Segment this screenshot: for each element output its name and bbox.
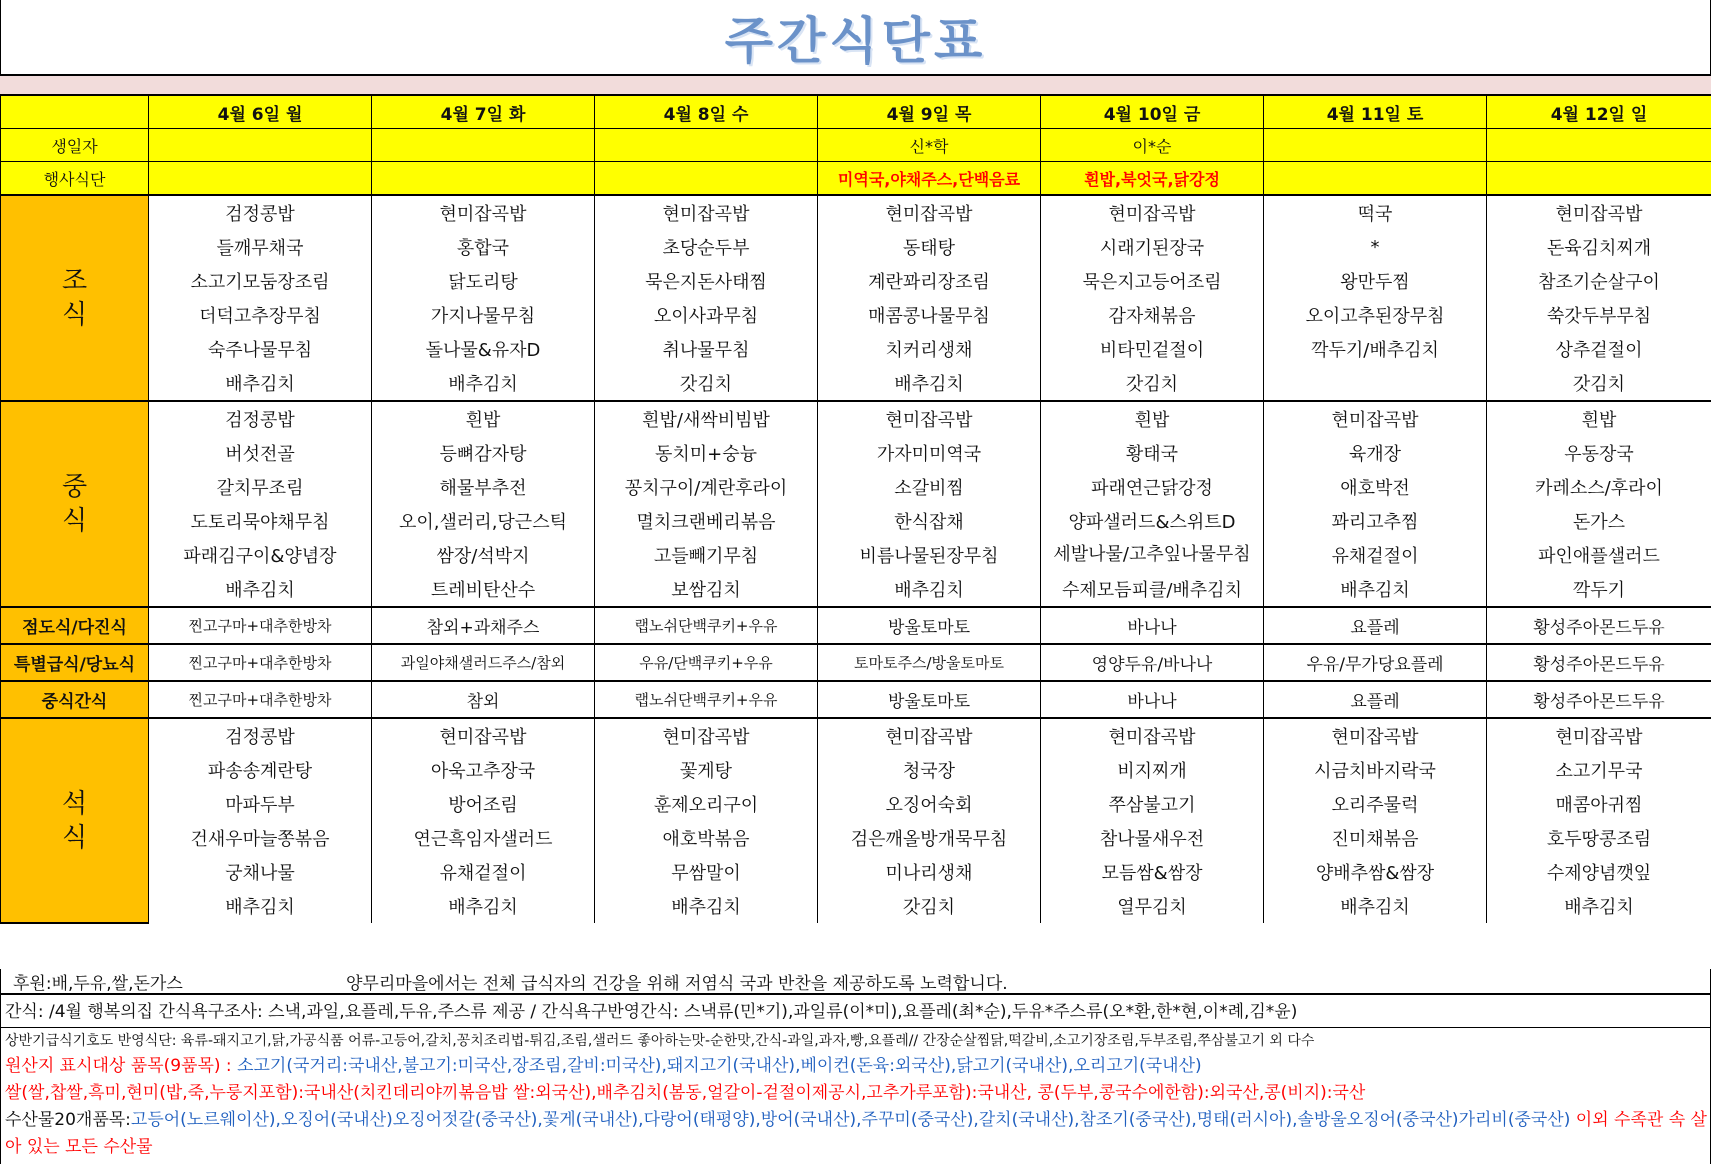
preference-text: 상반기급식기호도 반영식단: 육류-돼지고기,닭,가공식품 어류-고등어,갈치,꽁치조리법-튀김,조림,샐러드 좋아하는맛-순한맛,간식-과일,과자,빵,요플레// 간장순살찜닭,떡갈비,소고기장조림,두부조림,쭈삼불고기 외 다수 <box>0 1027 1711 1053</box>
menu-item: 배추김치 <box>149 366 372 401</box>
breakfast-row <box>1 195 1711 230</box>
menu-item: 비지찌개 <box>1041 753 1264 787</box>
menu-item: 왕만두찜 <box>1264 264 1487 298</box>
date-header-7: 4월 12일 일 <box>1487 95 1711 129</box>
birthday-row-cell <box>1487 129 1711 162</box>
snack-survey-text: 간식: /4월 행복의집 간식욕구조사: 스낵,과일,요플레,두유,주스류 제공 / 간식욕구반영간식: 스낵류(민*기),과일류(이*미),요플레(최*순),두유*주스류(오*환,한*현,이*례,김*윤) <box>0 993 1711 1027</box>
menu-item: 오이,샐러리,당근스틱 <box>372 504 595 538</box>
breakfast-row <box>1 332 1711 366</box>
menu-item: 호두땅콩조림 <box>1487 821 1711 855</box>
snack-item: 참외+과채주스 <box>372 607 595 644</box>
dinner-row <box>1 753 1711 787</box>
date-header-1: 4월 6일 월 <box>149 95 372 129</box>
menu-item: 시래기된장국 <box>1041 230 1264 264</box>
menu-item: 배추김치 <box>595 889 818 923</box>
snack-item: 참외 <box>372 681 595 718</box>
breakfast-row <box>1 298 1711 332</box>
lunch-row <box>1 470 1711 504</box>
snack-item: 찐고구마+대추한방차 <box>149 644 372 681</box>
menu-item: 깍두기 <box>1487 572 1711 607</box>
menu-item: 참조기순살구이 <box>1487 264 1711 298</box>
event-meal-row-cell <box>372 162 595 196</box>
menu-item: 소고기무국 <box>1487 753 1711 787</box>
menu-item: 쑥갓두부무침 <box>1487 298 1711 332</box>
menu-item: 현미잡곡밥 <box>1264 718 1487 753</box>
sponsor-row <box>0 969 1711 993</box>
lunch-row <box>1 401 1711 436</box>
menu-item: 흰밥 <box>1487 401 1711 436</box>
menu-item: 카레소스/후라이 <box>1487 470 1711 504</box>
breakfast-row <box>1 264 1711 298</box>
menu-item: 돌나물&유자D <box>372 332 595 366</box>
breakfast-label-char: 식 <box>61 300 88 330</box>
menu-item: 비타민겉절이 <box>1041 332 1264 366</box>
menu-item: 취나물무침 <box>595 332 818 366</box>
menu-item: 현미잡곡밥 <box>1487 718 1711 753</box>
birthday-row-cell <box>372 129 595 162</box>
menu-item: 검정콩밥 <box>149 401 372 436</box>
dinner-row <box>1 855 1711 889</box>
birthday-row-cell: 이*순 <box>1041 129 1264 162</box>
date-header-row <box>1 95 1711 129</box>
dinner-row <box>1 718 1711 753</box>
menu-item: 현미잡곡밥 <box>1487 195 1711 230</box>
menu-item: 현미잡곡밥 <box>818 195 1041 230</box>
sponsor-text: 후원:배,두유,쌀,돈가스 <box>13 974 183 993</box>
menu-item: 검정콩밥 <box>149 195 372 230</box>
menu-item: 건새우마늘쫑볶음 <box>149 821 372 855</box>
menu-item: 열무김치 <box>1041 889 1264 923</box>
menu-item: 수제양념깻잎 <box>1487 855 1711 889</box>
menu-item: 돈육김치찌개 <box>1487 230 1711 264</box>
seafood-tail: 이외 수족관 속 살아 있는 모든 수산물 <box>5 1110 1707 1157</box>
page-title: 주간식단표 <box>0 0 1711 74</box>
lunch-label-char: 중 <box>61 472 88 502</box>
lunch-label <box>1 401 149 607</box>
menu-item: 상추겉절이 <box>1487 332 1711 366</box>
menu-item: 흰밥 <box>1041 401 1264 436</box>
birthday-row-cell <box>1264 129 1487 162</box>
menu-item: 세발나물/고추잎나물무침 <box>1041 538 1264 572</box>
menu-item: 쭈삼불고기 <box>1041 787 1264 821</box>
menu-item: 훈제오리구이 <box>595 787 818 821</box>
menu-item: 파인애플샐러드 <box>1487 538 1711 572</box>
menu-item: 갓김치 <box>595 366 818 401</box>
menu-item: 돈가스 <box>1487 504 1711 538</box>
menu-item: 동태탕 <box>818 230 1041 264</box>
breakfast-label <box>1 195 149 401</box>
snack-item: 토마토주스/방울토마토 <box>818 644 1041 681</box>
menu-item: 흰밥/새싹비빔밥 <box>595 401 818 436</box>
menu-item: 현미잡곡밥 <box>372 718 595 753</box>
birthday-row-cell: 신*학 <box>818 129 1041 162</box>
snack-item: 찐고구마+대추한방차 <box>149 681 372 718</box>
event-meal-row-cell: 흰밥,북엇국,닭강정 <box>1041 162 1264 196</box>
menu-item: 닭도리탕 <box>372 264 595 298</box>
event-meal-row-cell <box>1264 162 1487 196</box>
dinner-label-char: 석 <box>61 788 88 819</box>
dinner-row <box>1 821 1711 855</box>
snack-item: 바나나 <box>1041 607 1264 644</box>
dinner-row <box>1 787 1711 821</box>
menu-item: 현미잡곡밥 <box>1041 195 1264 230</box>
pink-band <box>0 74 1711 94</box>
menu-item: 양배추쌈&쌈장 <box>1264 855 1487 889</box>
snack-label: 중식간식 <box>1 681 149 718</box>
date-header-5: 4월 10일 금 <box>1041 95 1264 129</box>
menu-item: 파래연근닭강정 <box>1041 470 1264 504</box>
weekly-menu-table <box>0 94 1711 924</box>
menu-item: 황태국 <box>1041 436 1264 470</box>
menu-item: 소고기모둠장조림 <box>149 264 372 298</box>
menu-item: 현미잡곡밥 <box>595 195 818 230</box>
origin-meat: 소고기(국거리:국내산,불고기:미국산,장조림,갈비:미국산),돼지고기(국내산),베이컨(돈육:외국산),닭고기(국내산),오리고기(국내산) <box>237 1056 1202 1076</box>
date-header-3: 4월 8일 수 <box>595 95 818 129</box>
dinner-row <box>1 889 1711 923</box>
birthday-row-cell <box>595 129 818 162</box>
menu-item: 갓김치 <box>1041 366 1264 401</box>
menu-item: 떡국 <box>1264 195 1487 230</box>
menu-item: 검은깨올방개묵무침 <box>818 821 1041 855</box>
menu-item: 소갈비찜 <box>818 470 1041 504</box>
event-meal-row-label: 행사식단 <box>1 162 149 196</box>
menu-item: 등뼈감자탕 <box>372 436 595 470</box>
lunch-row <box>1 504 1711 538</box>
event-meal-row-cell <box>595 162 818 196</box>
breakfast-row <box>1 366 1711 401</box>
lunch-row <box>1 436 1711 470</box>
origin-info <box>0 1053 1711 1164</box>
menu-item: 비름나물된장무침 <box>818 538 1041 572</box>
menu-item: 도토리묵야채무침 <box>149 504 372 538</box>
snack-item: 바나나 <box>1041 681 1264 718</box>
menu-item: 궁채나물 <box>149 855 372 889</box>
snack-item: 과일야채샐러드주스/참외 <box>372 644 595 681</box>
menu-item: 우동장국 <box>1487 436 1711 470</box>
dinner-label-char: 식 <box>61 822 88 853</box>
menu-item: 애호박볶음 <box>595 821 818 855</box>
low-salt-message: 양무리마을에서는 전체 급식자의 건강을 위해 저염식 국과 반찬을 제공하도록 노력합니다. <box>346 974 1008 993</box>
menu-item: 흰밥 <box>372 401 595 436</box>
menu-item: 연근흑임자샐러드 <box>372 821 595 855</box>
snack-item: 황성주아몬드두유 <box>1487 644 1711 681</box>
menu-item: 무쌈말이 <box>595 855 818 889</box>
menu-item: 파래김구이&양념장 <box>149 538 372 572</box>
menu-item: 보쌈김치 <box>595 572 818 607</box>
menu-item: 현미잡곡밥 <box>372 195 595 230</box>
menu-item: 현미잡곡밥 <box>595 718 818 753</box>
snack-item: 요플레 <box>1264 607 1487 644</box>
menu-item: 오이고추된장무침 <box>1264 298 1487 332</box>
snack-item: 우유/단백쿠키+우유 <box>595 644 818 681</box>
menu-item: 청국장 <box>818 753 1041 787</box>
snack-item: 요플레 <box>1264 681 1487 718</box>
menu-item: 배추김치 <box>818 366 1041 401</box>
snack-item: 영양두유/바나나 <box>1041 644 1264 681</box>
event-meal-row-cell <box>149 162 372 196</box>
menu-item: 계란꽈리장조림 <box>818 264 1041 298</box>
snack-item: 방울토마토 <box>818 681 1041 718</box>
menu-item: 방어조림 <box>372 787 595 821</box>
menu-item: 들깨무채국 <box>149 230 372 264</box>
menu-item: 매콤콩나물무침 <box>818 298 1041 332</box>
menu-item: 가자미미역국 <box>818 436 1041 470</box>
menu-item: 모듬쌈&쌈장 <box>1041 855 1264 889</box>
snack-row <box>1 681 1711 718</box>
menu-item: 배추김치 <box>818 572 1041 607</box>
menu-item: 깍두기/배추김치 <box>1264 332 1487 366</box>
menu-item: 현미잡곡밥 <box>1264 401 1487 436</box>
lunch-row <box>1 572 1711 607</box>
menu-item: 초당순두부 <box>595 230 818 264</box>
birthday-row <box>1 129 1711 162</box>
menu-item: 진미채볶음 <box>1264 821 1487 855</box>
lunch-label-char: 식 <box>61 506 88 536</box>
menu-item: 오징어숙회 <box>818 787 1041 821</box>
menu-item: 검정콩밥 <box>149 718 372 753</box>
menu-item: 가지나물무침 <box>372 298 595 332</box>
event-meal-row <box>1 162 1711 196</box>
menu-item: 꽃게탕 <box>595 753 818 787</box>
snack-item: 찐고구마+대추한방차 <box>149 607 372 644</box>
menu-item: 갈치무조림 <box>149 470 372 504</box>
menu-item: 배추김치 <box>372 366 595 401</box>
menu-item: 배추김치 <box>1487 889 1711 923</box>
event-meal-row-cell <box>1487 162 1711 196</box>
menu-item: 시금치바지락국 <box>1264 753 1487 787</box>
birthday-row-label: 생일자 <box>1 129 149 162</box>
menu-item: 고들빼기무침 <box>595 538 818 572</box>
menu-item: 육개장 <box>1264 436 1487 470</box>
date-header-6: 4월 11일 토 <box>1264 95 1487 129</box>
snack-label: 특별급식/당뇨식 <box>1 644 149 681</box>
menu-item: 묵은지돈사태찜 <box>595 264 818 298</box>
menu-item: 현미잡곡밥 <box>1041 718 1264 753</box>
snack-item: 우유/무가당요플레 <box>1264 644 1487 681</box>
breakfast-label-char: 조 <box>61 266 88 296</box>
menu-item: 배추김치 <box>1264 572 1487 607</box>
menu-item: 수제모듬피클/배추김치 <box>1041 572 1264 607</box>
menu-item: 파송송계란탕 <box>149 753 372 787</box>
origin-label: 원산지 표시대상 품목(9품목) : <box>5 1056 238 1076</box>
menu-item: 현미잡곡밥 <box>818 401 1041 436</box>
menu-item: 오이사과무침 <box>595 298 818 332</box>
snack-item: 방울토마토 <box>818 607 1041 644</box>
menu-item: 멸치크랜베리볶음 <box>595 504 818 538</box>
snack-item: 랩노쉬단백쿠키+우유 <box>595 681 818 718</box>
menu-item: 홍합국 <box>372 230 595 264</box>
menu-item: 동치미+숭늉 <box>595 436 818 470</box>
menu-item: 유채겉절이 <box>372 855 595 889</box>
snack-item: 랩노쉬단백쿠키+우유 <box>595 607 818 644</box>
breakfast-row <box>1 230 1711 264</box>
menu-item: 꽁치구이/계란후라이 <box>595 470 818 504</box>
birthday-row-cell <box>149 129 372 162</box>
menu-item: 꽈리고추찜 <box>1264 504 1487 538</box>
menu-item: * <box>1264 230 1487 264</box>
menu-item: 마파두부 <box>149 787 372 821</box>
menu-item: 참나물새우전 <box>1041 821 1264 855</box>
menu-item: 버섯전골 <box>149 436 372 470</box>
menu-item: 감자채볶음 <box>1041 298 1264 332</box>
menu-item: 쌈장/석박지 <box>372 538 595 572</box>
menu-item: 유채겉절이 <box>1264 538 1487 572</box>
dinner-label <box>1 718 149 923</box>
menu-item <box>1264 366 1487 401</box>
menu-item: 양파샐러드&스위트D <box>1041 504 1264 538</box>
seafood-items: 고등어(노르웨이산),오징어(국내산)오징어젓갈(중국산),꽃게(국내산),다랑어(태평양),방어(국내산),주꾸미(중국산),갈치(국내산),참조기(중국산),명태(러시아),솔방울오징어(중국산)가리비(중국산) <box>130 1110 1571 1130</box>
menu-item: 오리주물럭 <box>1264 787 1487 821</box>
menu-item: 치커리생채 <box>818 332 1041 366</box>
menu-item: 갓김치 <box>818 889 1041 923</box>
menu-item: 배추김치 <box>149 889 372 923</box>
seafood-label: 수산물20개품목: <box>5 1110 131 1130</box>
snack-item: 황성주아몬드두유 <box>1487 607 1711 644</box>
menu-item: 배추김치 <box>372 889 595 923</box>
menu-item: 숙주나물무침 <box>149 332 372 366</box>
menu-item: 애호박전 <box>1264 470 1487 504</box>
menu-item: 한식잡채 <box>818 504 1041 538</box>
menu-item: 매콤아귀찜 <box>1487 787 1711 821</box>
menu-item: 갓김치 <box>1487 366 1711 401</box>
menu-item: 묵은지고등어조림 <box>1041 264 1264 298</box>
menu-item: 더덕고추장무침 <box>149 298 372 332</box>
date-header-4: 4월 9일 목 <box>818 95 1041 129</box>
snack-item: 황성주아몬드두유 <box>1487 681 1711 718</box>
menu-item: 배추김치 <box>149 572 372 607</box>
menu-item: 해물부추전 <box>372 470 595 504</box>
event-meal-row-cell: 미역국,야채주스,단백음료 <box>818 162 1041 196</box>
menu-item: 아욱고추장국 <box>372 753 595 787</box>
snack-row <box>1 607 1711 644</box>
lunch-row <box>1 538 1711 572</box>
snack-label: 점도식/다진식 <box>1 607 149 644</box>
menu-item: 배추김치 <box>1264 889 1487 923</box>
menu-item: 현미잡곡밥 <box>818 718 1041 753</box>
menu-item: 미나리생채 <box>818 855 1041 889</box>
snack-row <box>1 644 1711 681</box>
date-header-2: 4월 7일 화 <box>372 95 595 129</box>
corner-cell <box>1 95 149 129</box>
origin-grain: 쌀(쌀,찹쌀,흑미,현미(밥,죽,누룽지포함):국내산(치킨데리야끼볶음밥 쌀:외국산),배추김치(봄동,얼갈이-겉절이제공시,고추가루포함):국내산, 콩(두부,콩국수에한함):외국산,콩(비지):국산 <box>5 1083 1366 1103</box>
menu-item: 트레비탄산수 <box>372 572 595 607</box>
